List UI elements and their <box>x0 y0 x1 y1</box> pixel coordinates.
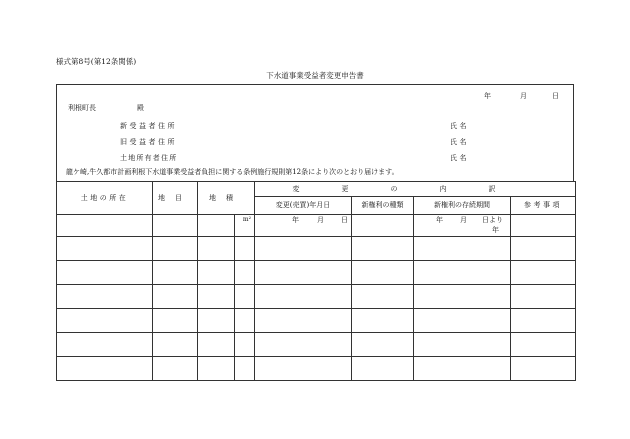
cell-location[interactable] <box>57 215 153 237</box>
header-land-category: 地目 <box>153 182 198 215</box>
header-change-details: 変更の内訳 <box>255 182 576 197</box>
cell-remarks[interactable] <box>511 285 576 309</box>
table-row <box>57 237 576 261</box>
cell-new-right-period[interactable] <box>414 237 511 261</box>
table-row <box>57 333 576 357</box>
cell-area[interactable] <box>198 237 235 261</box>
header-change-date: 変更(売買)年月日 <box>255 197 352 215</box>
cell-remarks[interactable] <box>511 357 576 381</box>
table-row <box>57 357 576 381</box>
cell-location[interactable] <box>57 237 153 261</box>
date-day-label: 日 <box>552 92 559 100</box>
form-title: 下水道事業受益者変更申告書 <box>266 71 364 80</box>
cell-new-right-period[interactable]: 年 月 日より 年 <box>414 215 511 237</box>
cell-area[interactable] <box>198 215 235 237</box>
old-beneficiary-label: 旧受益者住所 <box>120 138 177 146</box>
unit-row <box>57 215 576 237</box>
cell-area[interactable] <box>198 261 235 285</box>
cell-area-unit <box>235 237 255 261</box>
cell-change-date[interactable] <box>255 285 352 309</box>
cell-area-unit <box>235 357 255 381</box>
cell-area-unit <box>235 333 255 357</box>
cell-location[interactable] <box>57 285 153 309</box>
cell-remarks[interactable] <box>511 215 576 237</box>
cell-area[interactable] <box>198 357 235 381</box>
header-new-right-type: 新権利の種類 <box>352 197 414 215</box>
table-row <box>57 261 576 285</box>
honorific: 殿 <box>137 104 144 112</box>
cell-change-date[interactable] <box>255 309 352 333</box>
cell-remarks[interactable] <box>511 237 576 261</box>
land-owner-label: 土地所有者住所 <box>120 154 178 162</box>
cell-area[interactable] <box>198 333 235 357</box>
cell-change-date[interactable]: 年 月 日 <box>255 215 352 237</box>
addressee: 利根町長 <box>68 104 96 112</box>
cell-new-right-type[interactable] <box>352 237 414 261</box>
cell-new-right-type[interactable] <box>352 333 414 357</box>
cell-land-category[interactable] <box>153 333 198 357</box>
new-beneficiary-label: 新受益者住所 <box>120 122 177 130</box>
cell-change-date[interactable] <box>255 357 352 381</box>
cell-new-right-type[interactable] <box>352 357 414 381</box>
cell-land-category[interactable] <box>153 237 198 261</box>
new-beneficiary-name-label: 氏名 <box>450 122 469 130</box>
cell-change-date[interactable] <box>255 333 352 357</box>
cell-land-category[interactable] <box>153 357 198 381</box>
cell-land-category[interactable] <box>153 309 198 333</box>
form-label: 様式第8号(第12条関係) <box>56 57 137 66</box>
header-area: 地積 <box>198 182 255 215</box>
date-month-label: 月 <box>520 92 527 100</box>
cell-new-right-type[interactable] <box>352 285 414 309</box>
cell-new-right-type[interactable] <box>352 309 414 333</box>
cell-new-right-period[interactable] <box>414 357 511 381</box>
change-details-table <box>56 181 576 381</box>
cell-area-unit <box>235 285 255 309</box>
cell-new-right-period[interactable] <box>414 309 511 333</box>
header-new-right-period: 新権利の存続期間 <box>414 197 511 215</box>
cell-new-right-period[interactable] <box>414 285 511 309</box>
cell-new-right-type[interactable] <box>352 215 414 237</box>
cell-land-category[interactable] <box>153 215 198 237</box>
cell-area[interactable] <box>198 309 235 333</box>
declaration-box <box>56 84 574 182</box>
date-year-label: 年 <box>484 92 491 100</box>
table-row <box>57 309 576 333</box>
cell-location[interactable] <box>57 309 153 333</box>
land-owner-name-label: 氏名 <box>450 154 469 162</box>
cell-remarks[interactable] <box>511 261 576 285</box>
cell-remarks[interactable] <box>511 333 576 357</box>
cell-area[interactable] <box>198 285 235 309</box>
table-row <box>57 285 576 309</box>
cell-area-unit: m² <box>235 215 255 237</box>
cell-new-right-type[interactable] <box>352 261 414 285</box>
header-location: 土地の所在 <box>57 182 153 215</box>
old-beneficiary-name-label: 氏名 <box>450 138 469 146</box>
cell-area-unit <box>235 261 255 285</box>
cell-new-right-period[interactable] <box>414 261 511 285</box>
cell-location[interactable] <box>57 261 153 285</box>
cell-remarks[interactable] <box>511 309 576 333</box>
cell-area-unit <box>235 309 255 333</box>
cell-land-category[interactable] <box>153 261 198 285</box>
cell-location[interactable] <box>57 357 153 381</box>
cell-location[interactable] <box>57 333 153 357</box>
cell-change-date[interactable] <box>255 237 352 261</box>
statement-text: 龍ケ崎,牛久都市計画利根下水道事業受益者負担に関する条例施行規則第12条により次のとおり届けます。 <box>66 168 399 176</box>
cell-new-right-period[interactable] <box>414 333 511 357</box>
header-remarks: 参考事項 <box>511 197 576 215</box>
cell-land-category[interactable] <box>153 285 198 309</box>
cell-change-date[interactable] <box>255 261 352 285</box>
